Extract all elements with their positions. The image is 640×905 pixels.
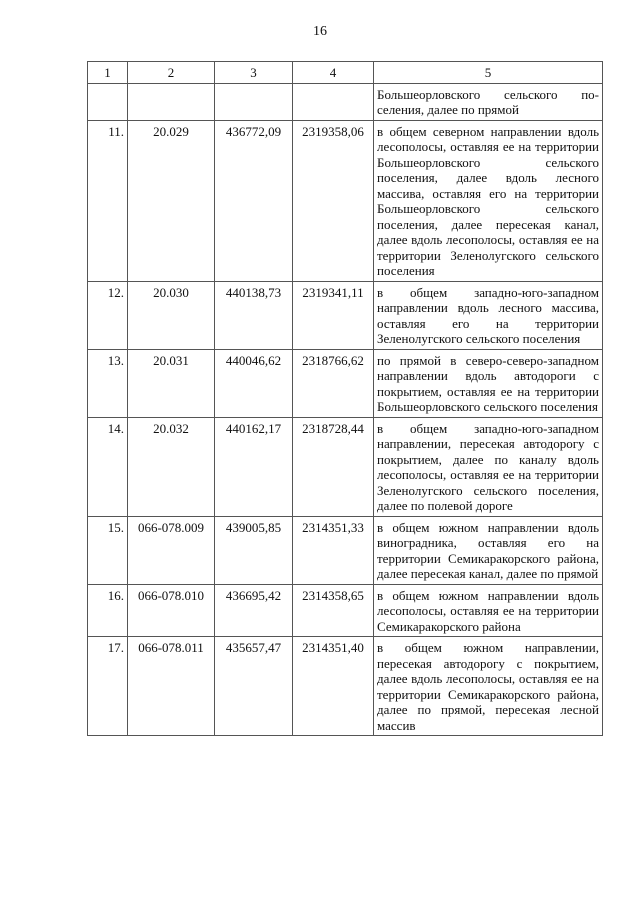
point-id xyxy=(128,83,215,120)
boundary-description: в общем южном направлении, пересекая автодорогу с покрытием, далее вдоль лесополосы, оставляя ее на территории Семикаракорского района, далее по прямой, пересекая лесной массив xyxy=(374,637,603,736)
point-id: 20.029 xyxy=(128,120,215,281)
point-id: 20.030 xyxy=(128,281,215,349)
coord-x: 440162,17 xyxy=(215,417,293,516)
table-row xyxy=(88,584,603,637)
row-number: 11. xyxy=(88,120,128,281)
point-id: 20.032 xyxy=(128,417,215,516)
header-row xyxy=(88,62,603,84)
coord-y: 2318728,44 xyxy=(293,417,374,516)
point-id: 20.031 xyxy=(128,349,215,417)
boundary-description: по прямой в северо-северо-западном направлении вдоль автодороги с покрытием, оставляя ее на территории Большеорловского сельского поселения xyxy=(374,349,603,417)
table-body xyxy=(88,83,603,736)
table-row xyxy=(88,281,603,349)
header-col-5: 5 xyxy=(374,62,603,84)
row-number: 12. xyxy=(88,281,128,349)
boundary-description: в общем западно-юго-западном направлении, пересекая автодорогу с покрытием, далее по каналу вдоль лесополосы, оставляя ее на территории Зеленолугского сельского поселения, далее по полевой дороге xyxy=(374,417,603,516)
page-number: 16 xyxy=(313,24,327,39)
row-number: 14. xyxy=(88,417,128,516)
header-col-1: 1 xyxy=(88,62,128,84)
point-id: 066-078.011 xyxy=(128,637,215,736)
row-number xyxy=(88,83,128,120)
coord-x: 440138,73 xyxy=(215,281,293,349)
coord-y xyxy=(293,83,374,120)
table-row xyxy=(88,83,603,120)
point-id: 066-078.010 xyxy=(128,584,215,637)
table-row xyxy=(88,120,603,281)
coord-y: 2318766,62 xyxy=(293,349,374,417)
boundary-description: в общем южном направлении вдоль виноградника, оставляя его на территории Семикаракорского района, далее пересекая канал, далее по прямой xyxy=(374,516,603,584)
table-header xyxy=(88,62,603,84)
point-id: 066-078.009 xyxy=(128,516,215,584)
boundary-description: в общем северном направлении вдоль лесополосы, оставляя ее на территории Большеорловского сельского поселения, далее вдоль лесного массива, оставляя его на территории Большеорловского сельского поселения, далее пересекая канал, далее вдоль лесополосы, оставляя ее на территории Зеленолугского сельского поселения xyxy=(374,120,603,281)
row-number: 15. xyxy=(88,516,128,584)
boundary-table xyxy=(87,61,603,736)
row-number: 16. xyxy=(88,584,128,637)
coord-x: 435657,47 xyxy=(215,637,293,736)
coord-x: 439005,85 xyxy=(215,516,293,584)
boundary-description: Большеорловского сельского поселения, далее по прямой xyxy=(374,83,603,120)
coord-x: 440046,62 xyxy=(215,349,293,417)
coord-x: 436772,09 xyxy=(215,120,293,281)
coord-y: 2314351,40 xyxy=(293,637,374,736)
coord-y: 2319358,06 xyxy=(293,120,374,281)
coord-x xyxy=(215,83,293,120)
boundary-description: в общем западно-юго-западном направлении вдоль лесного массива, оставляя его на территории Зеленолугского сельского поселения xyxy=(374,281,603,349)
row-number: 13. xyxy=(88,349,128,417)
table-row xyxy=(88,417,603,516)
coord-y: 2314358,65 xyxy=(293,584,374,637)
coord-y: 2319341,11 xyxy=(293,281,374,349)
coord-y: 2314351,33 xyxy=(293,516,374,584)
coord-x: 436695,42 xyxy=(215,584,293,637)
table-row xyxy=(88,516,603,584)
row-number: 17. xyxy=(88,637,128,736)
header-col-4: 4 xyxy=(293,62,374,84)
header-col-2: 2 xyxy=(128,62,215,84)
table-row xyxy=(88,637,603,736)
boundary-description: в общем южном направлении вдоль лесополосы, оставляя ее на территории Семикаракорского района xyxy=(374,584,603,637)
header-col-3: 3 xyxy=(215,62,293,84)
table-row xyxy=(88,349,603,417)
